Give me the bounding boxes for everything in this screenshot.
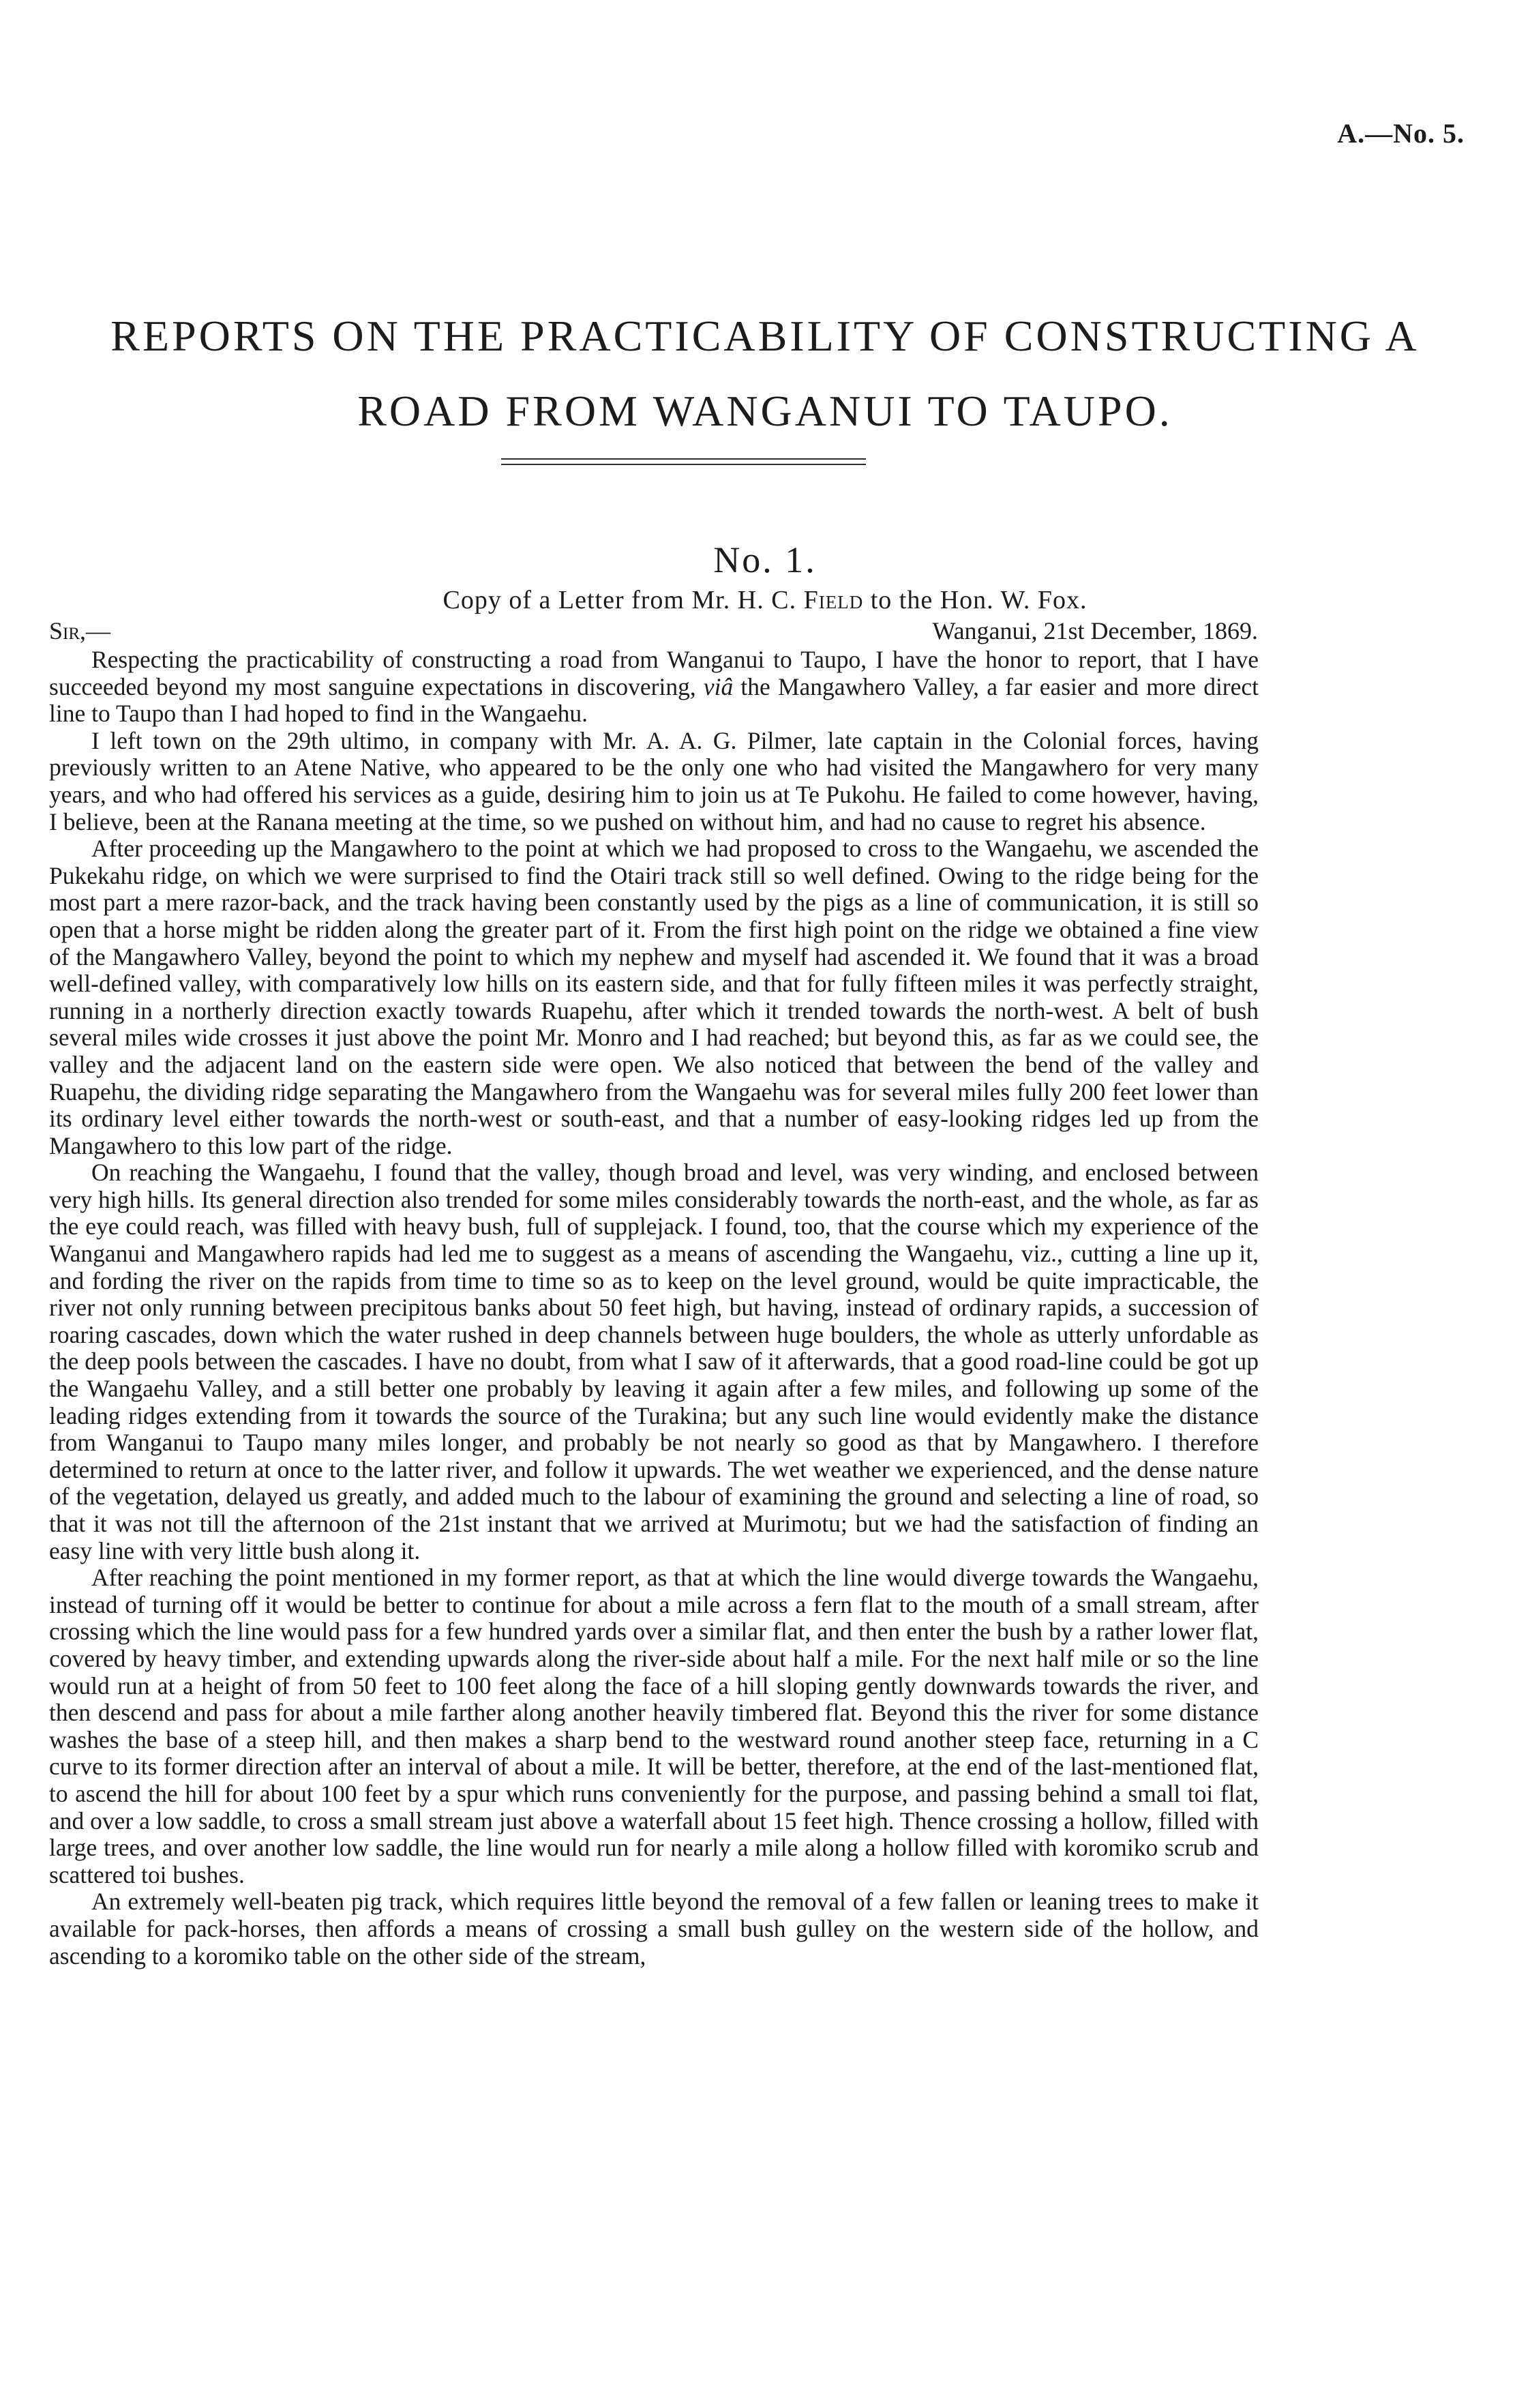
page-title — [0, 299, 1530, 449]
paragraph-2: I left town on the 29th ultimo, in company with Mr. A. A. G. Pilmer, late captain in the Colonial forces, having previously written to an Atene Native, who appeared to be the only one who had visited the Mangawhero for very many years, and who had offered his services as a guide, desiring him to join us at Te Pukohu. He failed to come however, having, I believe, been at the Ranana meeting at the time, so we pushed on without him, and had no cause to regret his absence. — [49, 726, 1259, 835]
paragraph-1-via: viâ — [703, 672, 734, 700]
paragraph-3: After proceeding up the Mangawhero to the point at which we had proposed to cross to the Wangaehu, we ascended the Pukekahu ridge, on which we were surprised to find the Otairi track still so well defined. Owing to the ridge being for the most part a mere razor-back, and the track having been constantly used by the pigs as a line of communication, it is still so open that a horse might be ridden along the greater part of it. From the first high point on the ridge we obtained a fine view of the Mangawhero Valley, beyond the point to which my nephew and myself had ascended it. We found that it was a broad well-defined valley, with comparatively low hills on its eastern side, and that for fully fifteen miles it was perfectly straight, running in a northerly direction exactly towards Ruapehu, after which it trended towards the north-west. A belt of bush several miles wide crosses it just above the point Mr. Monro and I had reached; but beyond this, as far as we could see, the valley and the adjacent land on the eastern side were open. We also noticed that between the bend of the valley and Ruapehu, the dividing ridge separating the Mangawhero from the Wangaehu was for several miles fully 200 feet lower than its ordinary level either towards the north-west or south-east, and that a number of easy-looking ridges led up from the Mangawhero to this low part of the ridge. — [49, 835, 1259, 1159]
document-number: No. 1. — [713, 539, 817, 580]
document-subtitle — [0, 585, 1530, 615]
subtitle-suffix: to the Hon. W. Fox. — [863, 586, 1088, 614]
sheet-reference: A.—No. 5. — [1337, 118, 1465, 149]
paragraph-5: After reaching the point mentioned in my former report, as that at which the line would diverge towards the Wangaehu, instead of turning off it would be better to continue for about a mile across a fern flat to the mouth of a small stream, after crossing which the line would pass for a few hundred yards over a similar flat, and then enter the bush by a rather lower flat, covered by heavy timber, and extending upwards along the river-side about half a mile. For the next half mile or so the line would run at a height of from 50 feet to 100 feet along the face of a hill sloping gently downwards towards the river, and then descend and pass for about a mile farther along another heavily timbered flat. Beyond this the river for some distance washes the base of a steep hill, and then makes a sharp bend to the westward round another steep face, returning in a C curve to its former direction after an interval of about a mile. It will be better, therefore, at the end of the last-mentioned flat, to ascend the hill for about 100 feet by a spur which runs conveniently for the purpose, and passing behind a small toi flat, and over a low saddle, to cross a small stream just above a waterfall about 15 feet high. Thence crossing a hollow, filled with large trees, and over another low saddle, the line would run for nearly a mile along a hollow filled with koromiko scrub and scattered toi bushes. — [49, 1564, 1259, 1888]
dateline: Wanganui, 21st December, 1869. — [932, 617, 1258, 644]
subtitle-prefix: Copy of a Letter from Mr. H. C. — [442, 586, 804, 614]
paragraph-1 — [49, 646, 1259, 728]
paragraph-1-part-b: the Mangawhero Valley, a far easier and more direct line to Taupo than I had hoped to find in the Wangaehu. — [49, 672, 1259, 728]
subtitle-author: Field — [803, 586, 864, 614]
salutation: Sir,— — [49, 617, 111, 644]
paragraph-4: On reaching the Wangaehu, I found that the valley, though broad and level, was very winding, and enclosed between very high hills. Its general direction also trended for some miles considerably towards the north-east, and the whole, as far as the eye could reach, was filled with heavy bush, full of supplejack. I found, too, that the course which my experience of the Wanganui and Mangawhero rapids had led me to suggest as a means of ascending the Wangaehu, viz., cutting a line up it, and fording the river on the rapids from time to time so as to keep on the level ground, would be quite impracticable, the river not only running between precipitous banks about 50 feet high, but having, instead of ordinary rapids, a succession of roaring cascades, down which the water rushed in deep channels between huge boulders, the whole as utterly unfordable as the deep pools between the cascades. I have no doubt, from what I saw of it afterwards, that a good road-line could be got up the Wangaehu Valley, and a still better one probably by leaving it again after a few miles, and following up some of the leading ridges extending from it towards the source of the Turakina; but any such line would evidently make the distance from Wanganui to Taupo many miles longer, and probably be not nearly so good as that by Mangawhero. I therefore determined to return at once to the latter river, and follow it upwards. The wet weather we experienced, and the dense nature of the vegetation, delayed us greatly, and added much to the labour of examining the ground and selecting a line of road, so that it was not till the afternoon of the 21st instant that we arrived at Murimotu; but we had the satisfaction of finding an easy line with very little bush along it. — [49, 1159, 1259, 1564]
title-line-1: REPORTS ON THE PRACTICABILITY OF CONSTRUCTING A — [110, 311, 1420, 360]
title-line-2: ROAD FROM WANGANUI TO TAUPO. — [357, 386, 1173, 435]
paragraph-6: An extremely well-beaten pig track, which requires little beyond the removal of a few fallen or leaning trees to make it available for pack-horses, then affords a means of crossing a small bush gulley on the western side of the hollow, and ascending to a koromiko table on the other side of the stream, — [49, 1888, 1259, 1969]
paragraph-1-part-a: Respecting the practicability of constructing a road from Wanganui to Taupo, I have the honor to report, that I have succeeded beyond my most sanguine expectations in discovering, — [49, 646, 1259, 700]
title-divider — [501, 458, 866, 465]
letter-body — [49, 646, 1259, 1969]
